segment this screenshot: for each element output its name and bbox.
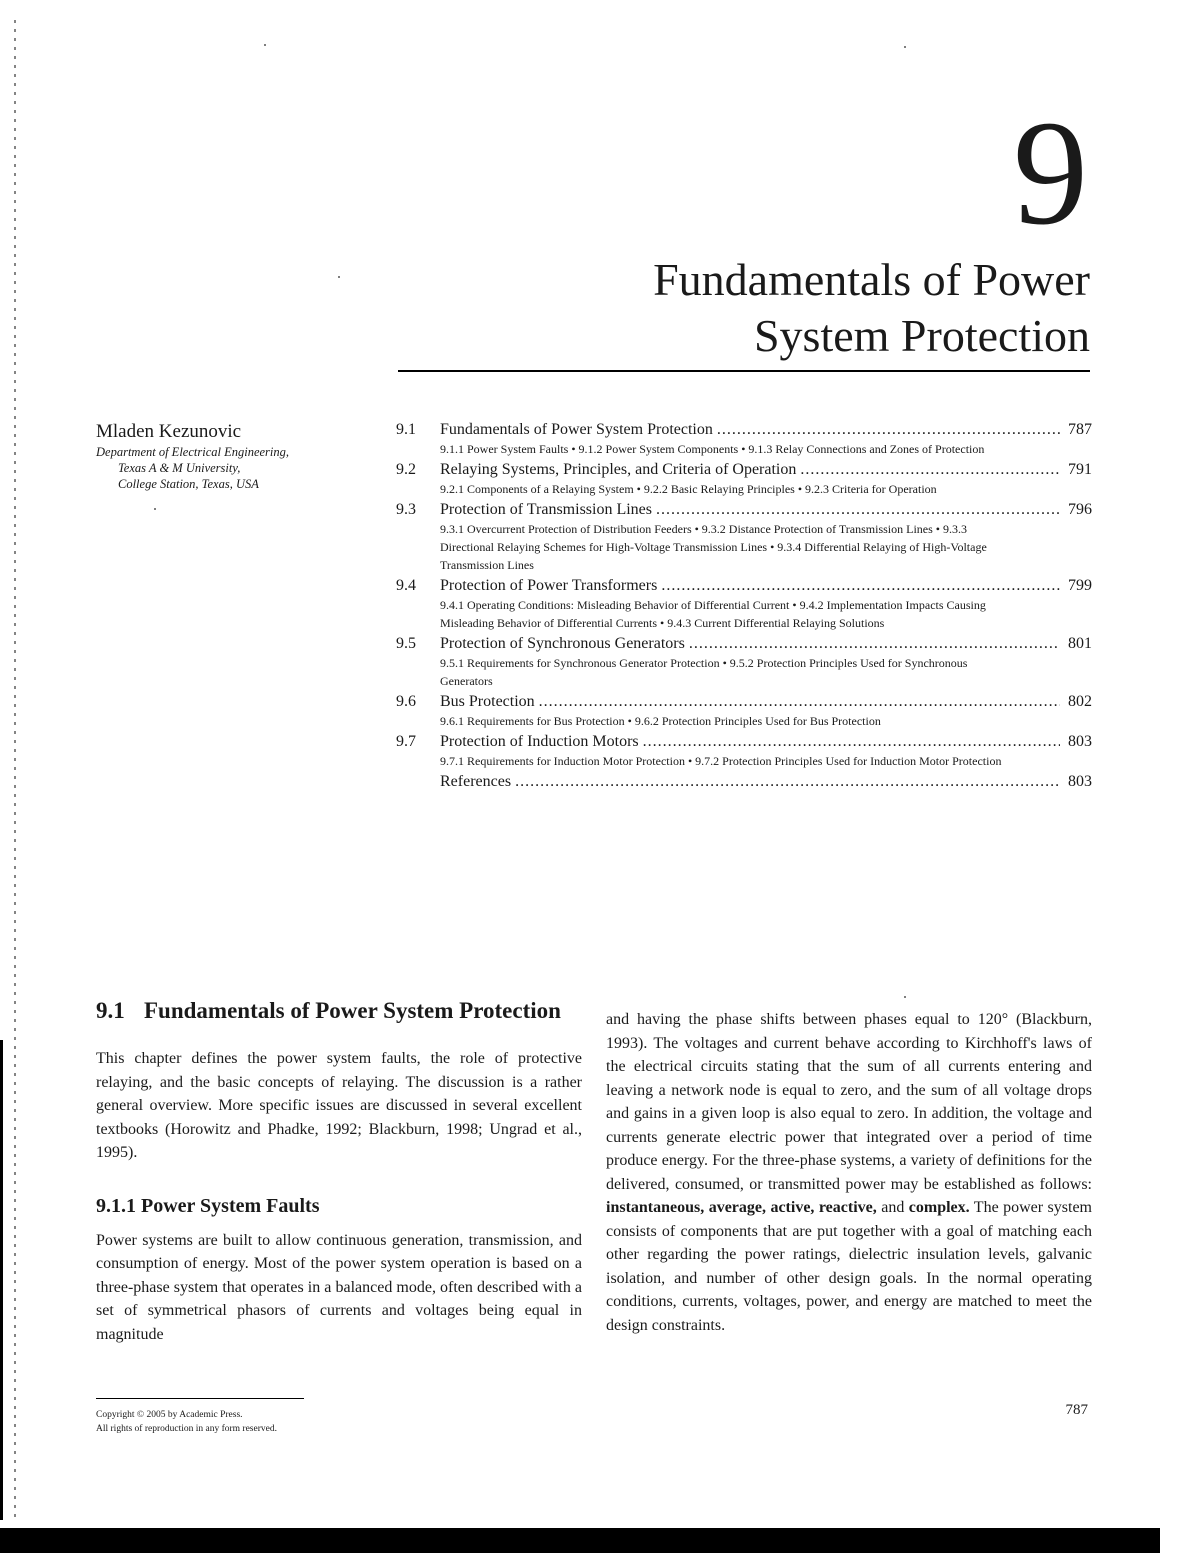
toc-page: 796 [1068,501,1092,518]
scan-bottom-bar [0,1528,1160,1553]
scan-edge-bar [0,1040,3,1520]
body-text: The power system consists of components that are put together with a goal of matching each other regarding the power ratings, dielectric insulation levels, galvanic isolation, and number of other design goals. In the normal operating conditions, currents, voltages, power, and energy are matched to meet the design constraints. [606,1199,1092,1334]
toc-page: 787 [1068,421,1092,438]
affiliation-line: Department of Electrical Engineering, [96,445,290,459]
toc-subentries: 9.3.1 Overcurrent Protection of Distribution Feeders • 9.3.2 Distance Protection of Transmission Lines • 9.3.3 Directional Relaying Schemes for High-Voltage Transmission Lines • 9.3.4 Differential Relaying of High-Voltage Transmission Lines [440,522,987,572]
toc-number: 9.6 [396,693,416,710]
toc-number: 9.2 [396,461,416,478]
chapter-title [490,252,1090,364]
toc-leader [800,460,1060,480]
title-rule [398,370,1090,372]
scan-speck [904,996,906,998]
scan-speck [338,276,340,278]
toc-page: 803 [1068,733,1092,750]
left-column [96,996,582,1346]
toc-subentries: 9.1.1 Power System Faults • 9.1.2 Power System Components • 9.1.3 Relay Connections and Zones of Protection [440,442,985,456]
footnote-rule [96,1398,304,1399]
toc-entry[interactable] [396,732,1092,770]
chapter-title-line2: System Protection [753,310,1090,361]
affiliation-line: Texas A & M University, [118,461,241,475]
intro-paragraph: This chapter defines the power system faults, the role of protective relaying, and the basic concepts of relaying. The discussion is a rather general overview. More specific issues are discussed in several excellent textbooks (Horowitz and Phadke, 1992; Blackburn, 1998; Ungrad et al., 1995). [96,1050,582,1161]
toc-leader [689,634,1060,654]
toc-entry-references[interactable] [396,772,1092,792]
toc-subentries: 9.7.1 Requirements for Induction Motor Protection • 9.7.2 Protection Principles Used for Induction Motor Protection [440,754,1002,768]
toc-subentries: 9.6.1 Requirements for Bus Protection • 9.6.2 Protection Principles Used for Bus Protection [440,714,881,728]
toc-leader [643,732,1060,752]
chapter-number: 9 [1013,90,1088,256]
toc-number: 9.7 [396,733,416,750]
toc-leader [661,576,1060,596]
toc-number: 9.5 [396,635,416,652]
scan-speck [264,44,266,46]
toc-title: References [440,773,512,790]
toc-title: Protection of Synchronous Generators [440,635,685,652]
toc-title: Protection of Induction Motors [440,733,639,750]
toc-page: 791 [1068,461,1092,478]
toc-leader [656,500,1060,520]
body-text: and [876,1199,909,1216]
toc-page: 801 [1068,635,1092,652]
toc-page: 802 [1068,693,1092,710]
table-of-contents [396,420,1092,794]
toc-page: 799 [1068,577,1092,594]
author-affiliation [96,444,376,492]
toc-subentries: 9.4.1 Operating Conditions: Misleading Behavior of Differential Current • 9.4.2 Implementation Impacts Causing Misleading Behavior of Differential Currents • 9.4.3 Current Differential Relaying Solutions [440,598,986,630]
scan-edge-marks [14,20,16,1520]
section-title: Fundamentals of Power System Protection [144,998,561,1023]
toc-title: Protection of Power Transformers [440,577,658,594]
author-name: Mladen Kezunovic [96,421,242,442]
right-column [606,1008,1092,1337]
toc-entry[interactable] [396,634,1092,690]
continued-paragraph [606,1008,1092,1337]
toc-title: Protection of Transmission Lines [440,501,653,518]
toc-leader [539,692,1060,712]
bold-term-complex: complex. [908,1199,970,1216]
toc-entry[interactable] [396,420,1092,458]
toc-entry[interactable] [396,460,1092,498]
bold-terms: instantaneous, average, active, reactive, [606,1199,877,1216]
chapter-title-line1: Fundamentals of Power [653,254,1090,305]
toc-number: 9.3 [396,501,416,518]
footnote-line: All rights of reproduction in any form reserved. [96,1424,277,1434]
affiliation-line: College Station, Texas, USA [118,477,259,491]
toc-subentries: 9.2.1 Components of a Relaying System • 9.2.2 Basic Relaying Principles • 9.2.3 Criteria for Operation [440,482,937,496]
page-number: 787 [1065,1402,1088,1418]
author-block [96,420,376,492]
toc-number: 9.4 [396,577,416,594]
toc-entry[interactable] [396,500,1092,574]
subsection-paragraph: Power systems are built to allow continuous generation, transmission, and consumption of energy. Most of the power system operation is based on a three-phase system that operates in a balanced mode, often described with a set of symmetrical phasors of currents and voltages being equal in magnitude [96,1231,582,1343]
scan-speck [154,508,156,510]
toc-page: 803 [1068,773,1092,790]
toc-title: Bus Protection [440,693,535,710]
section-heading [96,996,582,1025]
copyright-footnote [96,1408,277,1436]
footnote-line: Copyright © 2005 by Academic Press. [96,1410,243,1420]
toc-title: Fundamentals of Power System Protection [440,421,713,438]
section-number: 9.1 [96,998,125,1023]
toc-subentries: 9.5.1 Requirements for Synchronous Generator Protection • 9.5.2 Protection Principles Used for Synchronous Generators [440,656,968,688]
toc-entry[interactable] [396,692,1092,730]
body-text: and having the phase shifts between phases equal to 120° (Blackburn, 1993). The voltages and current behave according to Kirchhoff's laws of the electrical circuits stating that the sum of all currents entering and leaving a network node is equal to zero, and the sum of all voltage drops and gains in a given loop is also equal to zero. In addition, the voltage and currents generate electric power that integrated over a period of time produce energy. For the three-phase systems, a variety of definitions for the delivered, consumed, or transmitted power may be established as follows: [606,1011,1092,1193]
toc-title: Relaying Systems, Principles, and Criteria of Operation [440,461,797,478]
scan-speck [904,46,906,48]
toc-leader [515,772,1060,792]
subsection-heading: 9.1.1 Power System Faults [96,1194,320,1217]
toc-entry[interactable] [396,576,1092,632]
toc-number: 9.1 [396,421,416,438]
toc-leader [717,420,1060,440]
